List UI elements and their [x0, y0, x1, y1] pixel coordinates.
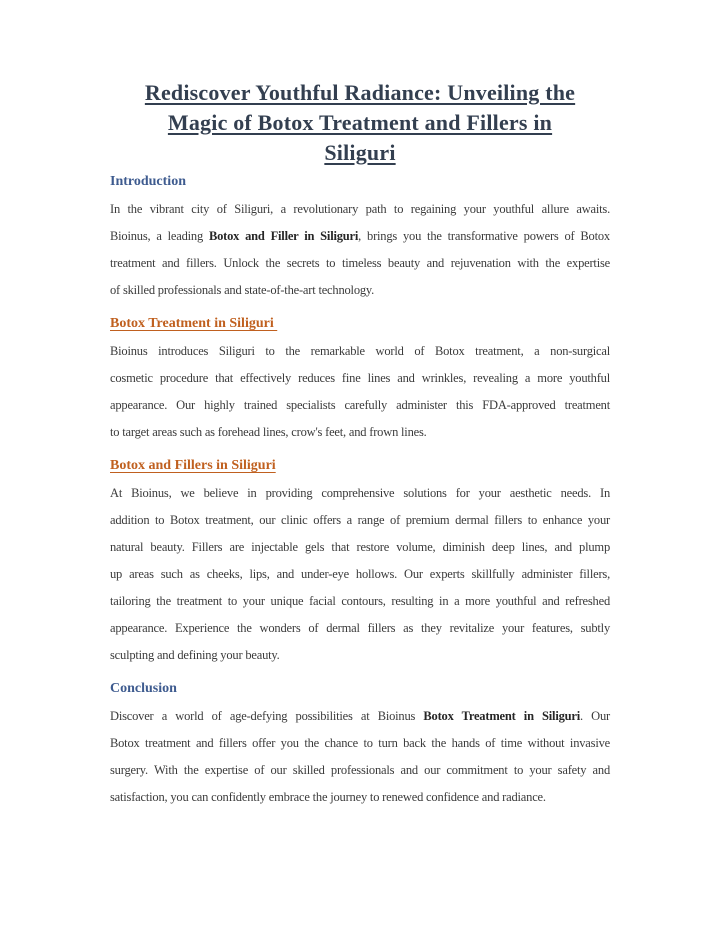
- text-run: surgery. With the expertise of our skilled professionals and our commitment to your safety and: [110, 763, 610, 777]
- text-run: Botox and Filler in Siliguri: [208, 229, 359, 243]
- text-run: , brings you the transformative powers of Botox: [358, 229, 610, 243]
- paragraph-line: [110, 419, 610, 446]
- paragraph-line: [110, 534, 610, 561]
- text-run: treatment and fillers. Unlock the secrets to timeless beauty and rejuvenation with the expertise: [110, 256, 610, 270]
- section-heading: Introduction: [110, 174, 186, 189]
- paragraph: [110, 703, 610, 811]
- text-run: appearance. Our highly trained specialists carefully administer this FDA-approved treatment: [110, 398, 610, 412]
- paragraph-line: [110, 757, 610, 784]
- paragraph-line: [110, 223, 610, 250]
- text-run: satisfaction, you can confidently embrace the journey to renewed confidence and radiance.: [110, 790, 546, 804]
- section-heading: Conclusion: [110, 681, 177, 696]
- text-run: Botox Treatment in Siliguri: [423, 709, 581, 723]
- text-run: Bioinus introduces Siliguri to the remarkable world of Botox treatment, a non-surgical: [110, 344, 610, 358]
- paragraph-line: [110, 392, 610, 419]
- text-run: Bioinus, a leading: [110, 229, 209, 243]
- paragraph-line: [110, 703, 610, 730]
- paragraph-line: [110, 250, 610, 277]
- document-body: [110, 172, 610, 811]
- paragraph-line: [110, 196, 610, 223]
- paragraph-line: [110, 642, 610, 669]
- document-title: [110, 78, 610, 168]
- text-run: sculpting and defining your beauty.: [110, 648, 280, 662]
- paragraph-line: [110, 615, 610, 642]
- text-run: . Our: [580, 709, 610, 723]
- paragraph-line: [110, 365, 610, 392]
- text-run: natural beauty. Fillers are injectable gels that restore volume, diminish deep lines, and plump: [110, 540, 610, 554]
- text-run: addition to Botox treatment, our clinic offers a range of premium dermal fillers to enhance your: [110, 513, 610, 527]
- paragraph-line: [110, 507, 610, 534]
- text-run: to target areas such as forehead lines, crow's feet, and frown lines.: [110, 425, 427, 439]
- paragraph: [110, 480, 610, 669]
- title-line: Rediscover Youthful Radiance: Unveiling the: [144, 80, 576, 105]
- text-run: At Bioinus, we believe in providing comprehensive solutions for your aesthetic needs. In: [110, 486, 610, 500]
- title-line: Magic of Botox Treatment and Fillers in: [167, 110, 553, 135]
- text-run: cosmetic procedure that effectively reduces fine lines and wrinkles, revealing a more youthful: [110, 371, 610, 385]
- text-run: In the vibrant city of Siliguri, a revolutionary path to regaining your youthful allure awaits.: [110, 202, 610, 216]
- paragraph-line: [110, 730, 610, 757]
- text-run: Discover a world of age-defying possibilities at Bioinus: [110, 709, 424, 723]
- paragraph-line: [110, 480, 610, 507]
- section-heading: Botox and Fillers in Siliguri: [110, 458, 276, 473]
- text-run: appearance. Experience the wonders of dermal fillers as they revitalize your features, subtly: [110, 621, 610, 635]
- paragraph-line: [110, 588, 610, 615]
- paragraph-line: [110, 784, 610, 811]
- text-run: up areas such as cheeks, lips, and under-eye hollows. Our experts skillfully administer fillers,: [110, 567, 610, 581]
- text-run: Botox treatment and fillers offer you the chance to turn back the hands of time without invasive: [110, 736, 610, 750]
- text-run: of skilled professionals and state-of-the-art technology.: [110, 283, 375, 297]
- title-line: Siliguri: [324, 140, 396, 165]
- paragraph: [110, 338, 610, 446]
- paragraph-line: [110, 338, 610, 365]
- section-heading: Botox Treatment in Siliguri: [110, 316, 278, 331]
- paragraph: [110, 196, 610, 304]
- paragraph-line: [110, 277, 610, 304]
- paragraph-line: [110, 561, 610, 588]
- text-run: tailoring the treatment to your unique facial contours, resulting in a more youthful and refreshed: [110, 594, 610, 608]
